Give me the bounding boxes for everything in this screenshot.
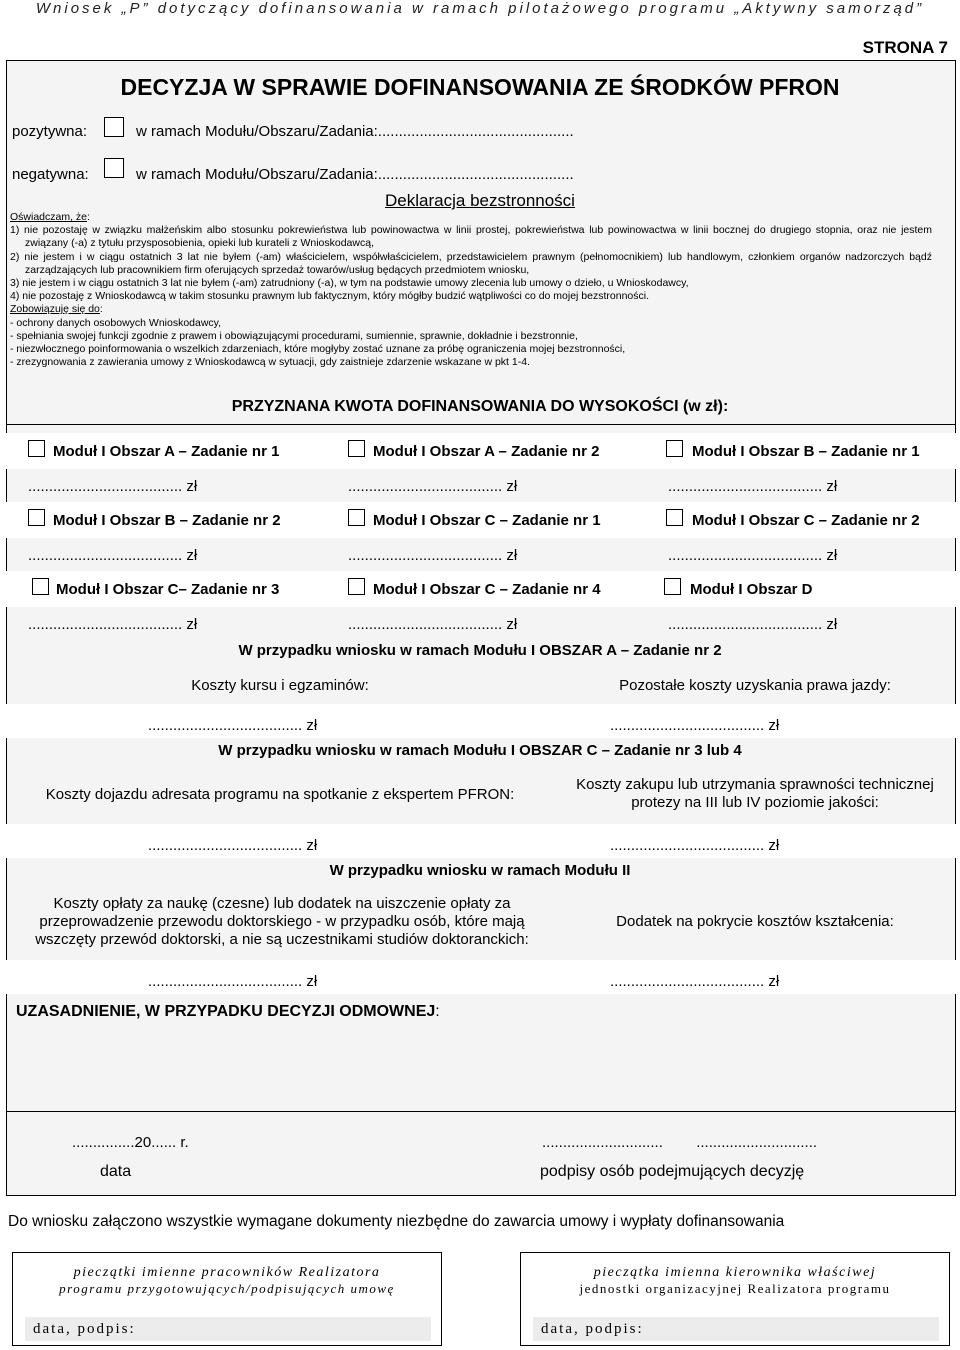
module-amount: ..................................... zł [668,616,838,633]
page-number: STRONA 7 [862,38,948,57]
module-checkbox[interactable] [348,440,365,457]
prosthesis-costs-label: Koszty zakupu lub utrzymania sprawności technicznej protezy na III lub IV poziomie jakości: [576,776,934,811]
module-amount: ..................................... zł [668,547,838,564]
module-checkbox[interactable] [664,578,681,595]
attachments-note: Do wniosku załączono wszystkie wymagane dokumenty niezbędne do zawarcia umowy i wypłaty dofinansowania [8,1213,785,1230]
module-amount: ..................................... zł [348,478,518,495]
justification-label [16,1003,440,1021]
declaration-body [10,211,932,369]
module-checkbox[interactable] [28,509,45,526]
declaration-item: 2) nie jestem i w ciągu ostatnich 3 lat nie byłem (-am) właścicielem, współwłaścicielem, przedstawicielem prawnym (pełnomocnikiem) lub handlowym, członkiem organów nadzorczych bądź zarządzających lub pracownikiem firm oferujących sprzedaż towarów/usług będących przedmiotem wniosku, [10,250,932,276]
date-line: ...............20...... r. [72,1134,189,1151]
other-licence-costs-amount: ..................................... zł [610,717,780,734]
positive-checkbox[interactable] [104,117,124,137]
divider-declaration [7,424,955,425]
amount-heading: PRZYZNANA KWOTA DOFINANSOWANIA DO WYSOKOŚCI (w zł): [231,398,729,415]
stamp-manager-date-signature[interactable]: data, podpis: [533,1317,939,1341]
module-amount: ..................................... zł [28,478,198,495]
other-licence-costs-label: Pozostałe koszty uzyskania prawa jazdy: [619,677,891,694]
positive-scope: w ramach Modułu/Obszaru/Zadania:............................................... [136,123,574,140]
module-amount: ..................................... zł [28,547,198,564]
declaration-item: 3) nie jestem i w ciągu ostatnich 3 lat nie byłem (-am) zatrudniony (-a), w tym na podstawie umowy zlecenia lub umowy o dzieło, u Wnioskodawcy, [10,277,689,290]
module-amount: ..................................... zł [668,478,838,495]
declaration-heading: Deklaracja bezstronności [385,191,575,210]
obligation-colon: : [99,303,103,316]
module-label: Moduł I Obszar B – Zadanie nr 2 [53,512,281,529]
module-label: Moduł I Obszar A – Zadanie nr 1 [53,443,280,460]
stamp-manager-line1: pieczątka imienna kierownika właściwej [593,1265,877,1280]
module-checkbox[interactable] [666,509,683,526]
module-checkbox[interactable] [28,440,45,457]
module-label: Moduł I Obszar A – Zadanie nr 2 [373,443,600,460]
date-label: data [100,1163,132,1180]
module-checkbox[interactable] [348,578,365,595]
signature-label: podpisy osób podejmujących decyzję [540,1163,805,1180]
module-label: Moduł I Obszar B – Zadanie nr 1 [692,443,920,460]
negative-label: negatywna: [12,166,89,183]
section-c34-heading: W przypadku wniosku w ramach Modułu I OBSZAR C – Zadanie nr 3 lub 4 [218,742,742,759]
stamp-manager-line2: jednostki organizacyjnej Realizatora programu [579,1281,891,1296]
obligation-item: - niezwłocznego poinformowania o wszelkich zdarzeniach, które mogłyby zostać uznane za próbę ograniczenia mojej bezstronności, [10,343,626,356]
module-label: Moduł I Obszar C – Zadanie nr 1 [373,512,601,529]
positive-label: pozytywna: [12,123,88,140]
module-amount: ..................................... zł [348,547,518,564]
travel-costs-label: Koszty dojazdu adresata programu na spotkanie z ekspertem PFRON: [45,786,515,803]
justification-text: UZASADNIENIE, W PRZYPADKU DECYZJI ODMOWNEJ [16,1003,436,1020]
course-costs-label: Koszty kursu i egzaminów: [191,677,369,694]
module-checkbox[interactable] [348,509,365,526]
stamp-staff-line1: pieczątki imienne pracowników Realizatora [73,1265,381,1280]
prosthesis-costs-amount: ..................................... zł [610,837,780,854]
negative-checkbox[interactable] [104,158,124,178]
section-m2-heading: W przypadku wniosku w ramach Modułu II [329,862,631,879]
divider-justification [7,1111,955,1112]
signature-lines: ............................. ............................. [542,1134,818,1151]
module-label: Moduł I Obszar D [690,581,813,598]
obligation-item: - spełniania swojej funkcji zgodnie z prawem i obowiązującymi procedurami, sumiennie, sprawnie, dokładnie i bezstronnie, [10,329,578,342]
declaration-item: 1) nie pozostaję w związku małżeńskim albo stosunku pokrewieństwa lub powinowactwa w linii prostej, pokrewieństwa lub powinowactwa w linii bocznej do drugiego stopnia, oraz nie jestem związany (-a) z tytułu przysposobienia, opieki lub kurateli z Wnioskodawcą, [10,224,932,250]
module-amount: ..................................... zł [28,616,198,633]
obligation-heading: Zobowiązuję się do [10,303,100,316]
module-label: Moduł I Obszar C – Zadanie nr 2 [692,512,920,529]
declaration-intro: Oświadczam, że [10,211,88,223]
obligation-item: - zrezygnowania z zawierania umowy z Wnioskodawcą w sytuacji, gdy zaistnieje zdarzenie wskazane w pkt 1-4. [10,356,530,369]
declaration-intro-colon: : [87,211,90,223]
stamp-staff-line2: programu przygotowujących/podpisujących umowę [59,1281,395,1296]
stamp-box-staff [12,1252,442,1346]
tuition-costs-amount: ..................................... zł [148,973,318,990]
section-a2-heading: W przypadku wniosku w ramach Modułu I OBSZAR A – Zadanie nr 2 [238,642,722,659]
module-label: Moduł I Obszar C – Zadanie nr 4 [373,581,601,598]
negative-scope: w ramach Modułu/Obszaru/Zadania:............................................... [136,166,574,183]
decision-title: DECYZJA W SPRAWIE DOFINANSOWANIA ZE ŚRODKÓW PFRON [120,74,840,100]
travel-costs-amount: ..................................... zł [148,837,318,854]
module-label: Moduł I Obszar C– Zadanie nr 3 [56,581,280,598]
stamp-box-manager [520,1252,950,1346]
declaration-item: 4) nie pozostaję z Wnioskodawcą w takim stosunku prawnym lub faktycznym, który mógłby budzić wątpliwości co do mojej bezstronności. [10,290,650,303]
tuition-costs-label: Koszty opłaty za naukę (czesne) lub dodatek na uiszczenie opłaty za przeprowadzenie przewodu doktorskiego - w przypadku osób, które mają wszczęty przewód doktorski, a nie są uczestnikami studiów doktoranckich: [35,895,529,948]
module-amount: ..................................... zł [348,616,518,633]
education-allowance-label: Dodatek na pokrycie kosztów kształcenia: [616,913,894,930]
justification-colon: : [435,1003,440,1020]
running-header: Wniosek „P” dotyczący dofinansowania w ramach pilotażowego programu „Aktywny samorząd” [35,0,925,17]
obligation-item: - ochrony danych osobowych Wnioskodawcy, [10,316,222,329]
course-costs-amount: ..................................... zł [148,717,318,734]
module-checkbox[interactable] [666,440,683,457]
stamp-staff-date-signature[interactable]: data, podpis: [25,1317,431,1341]
education-allowance-amount: ..................................... zł [610,973,780,990]
module-checkbox[interactable] [32,578,49,595]
